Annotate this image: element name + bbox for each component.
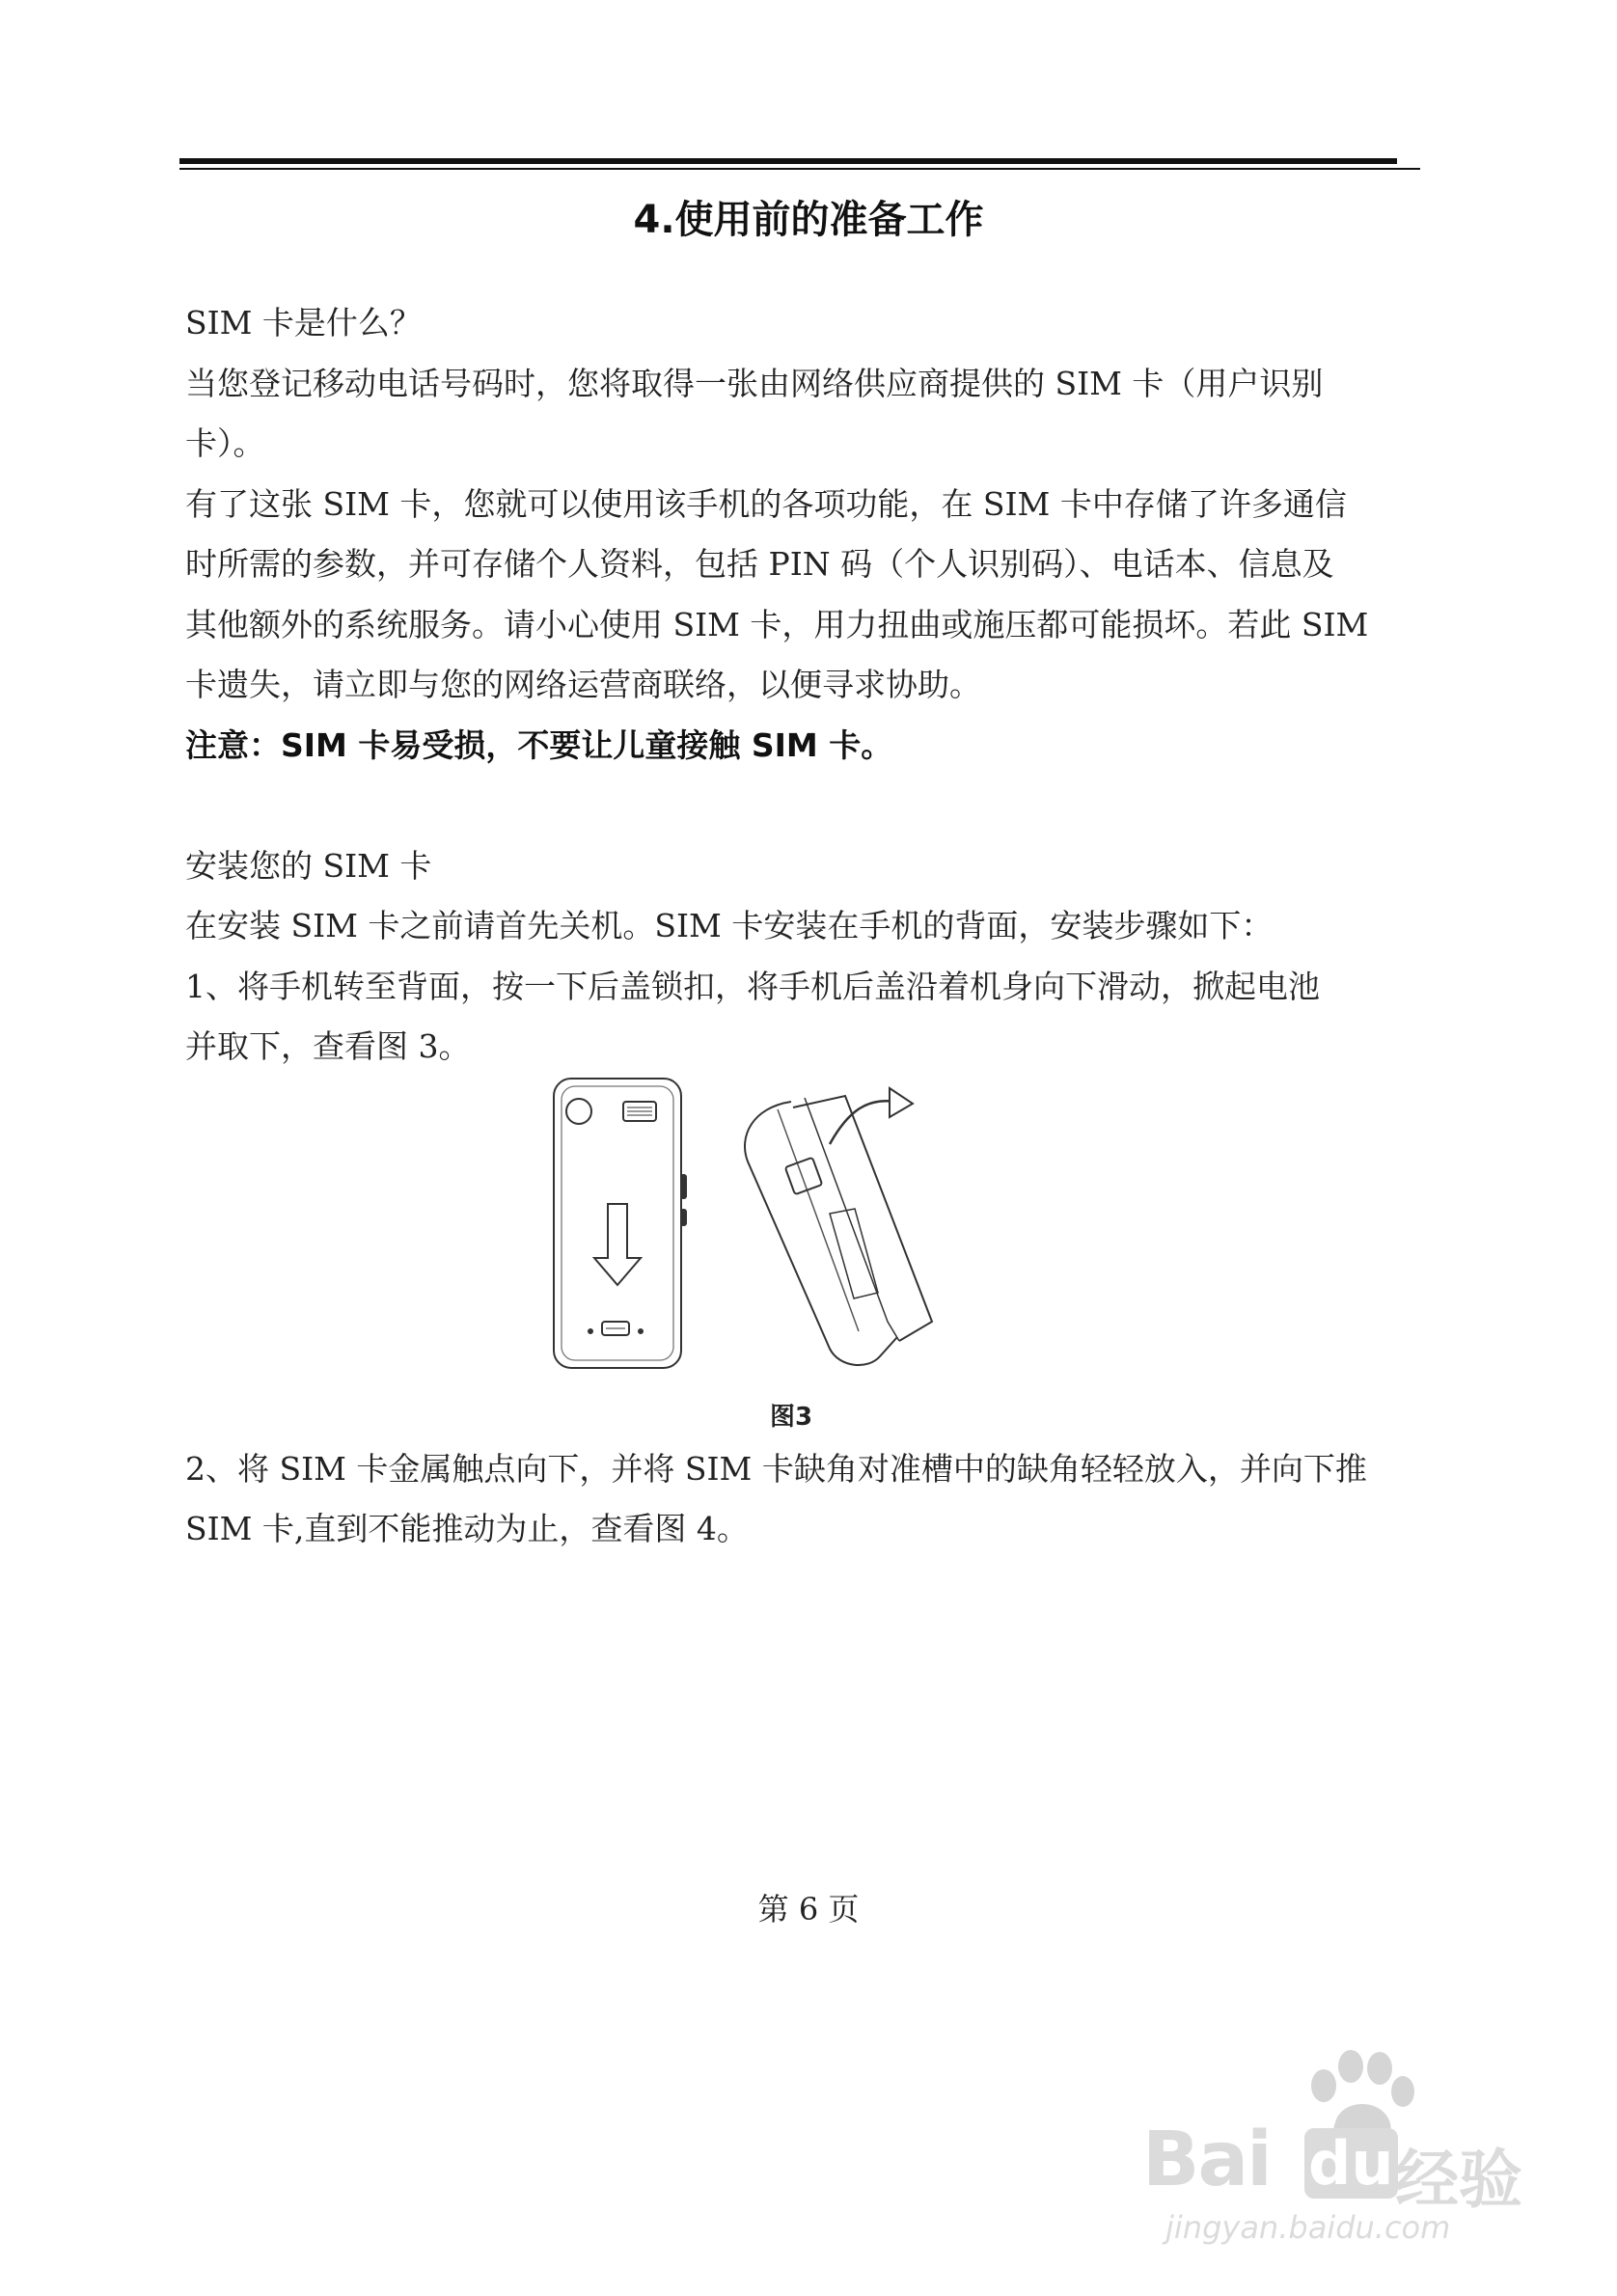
section-heading-what-is-sim: SIM 卡是什么？ (185, 304, 422, 342)
page-number: 第 6 页 (757, 1891, 860, 1927)
paragraph-line: 当您登记移动电话号码时，您将取得一张由网络供应商提供的 SIM 卡（用户识别 (185, 365, 1324, 402)
lift-arrow-icon (830, 1101, 895, 1144)
watermark-brand-du: du (1304, 2128, 1398, 2199)
page-title: 4.使用前的准备工作 (633, 198, 984, 242)
paragraph-line: SIM 卡,直到不能推动为止，查看图 4。 (185, 1510, 749, 1547)
paragraph-line: 有了这张 SIM 卡，您就可以使用该手机的各项功能，在 SIM 卡中存储了许多通信 (185, 485, 1347, 523)
paragraph-line: 2、将 SIM 卡金属触点向下，并将 SIM 卡缺角对准槽中的缺角轻轻放入，并向下推 (185, 1450, 1367, 1488)
section-heading-install-sim: 安装您的 SIM 卡 (185, 847, 432, 885)
camera-lens-icon (566, 1099, 591, 1124)
sim-slot (785, 1158, 822, 1194)
watermark-cn-text: 经验 (1395, 2143, 1522, 2217)
baidu-jingyan-watermark (1142, 2047, 1528, 2248)
slide-down-arrow-icon (594, 1204, 641, 1285)
paragraph-line: 卡遗失，请立即与您的网络运营商联络，以便寻求协助。 (185, 666, 981, 703)
watermark-url: jingyan.baidu.com (1165, 2209, 1451, 2246)
paragraph-line: 其他额外的系统服务。请小心使用 SIM 卡，用力扭曲或施压都可能损坏。若此 SIM (185, 606, 1369, 643)
paragraph-line: 卡）。 (185, 424, 265, 462)
caution-note: 注意：SIM 卡易受损，不要让儿童接触 SIM 卡。 (185, 726, 893, 764)
paragraph-line: 1、将手机转至背面，按一下后盖锁扣，将手机后盖沿着机身向下滑动，掀起电池 (185, 968, 1320, 1005)
figure-3-illustration (540, 1069, 1003, 1380)
watermark-brand: Bai (1142, 2117, 1271, 2203)
header-rule-thin (179, 168, 1420, 170)
paragraph-line: 时所需的参数，并可存储个人资料，包括 PIN 码（个人识别码）、电话本、信息及 (185, 545, 1334, 583)
battery-cover (793, 1096, 932, 1341)
paragraph-line: 并取下，查看图 3。 (185, 1027, 471, 1065)
paragraph-line: 在安装 SIM 卡之前请首先关机。SIM 卡安装在手机的背面，安装步骤如下： (185, 907, 1274, 944)
header-rule-thick (179, 158, 1397, 164)
figure-caption: 图3 (769, 1403, 813, 1432)
